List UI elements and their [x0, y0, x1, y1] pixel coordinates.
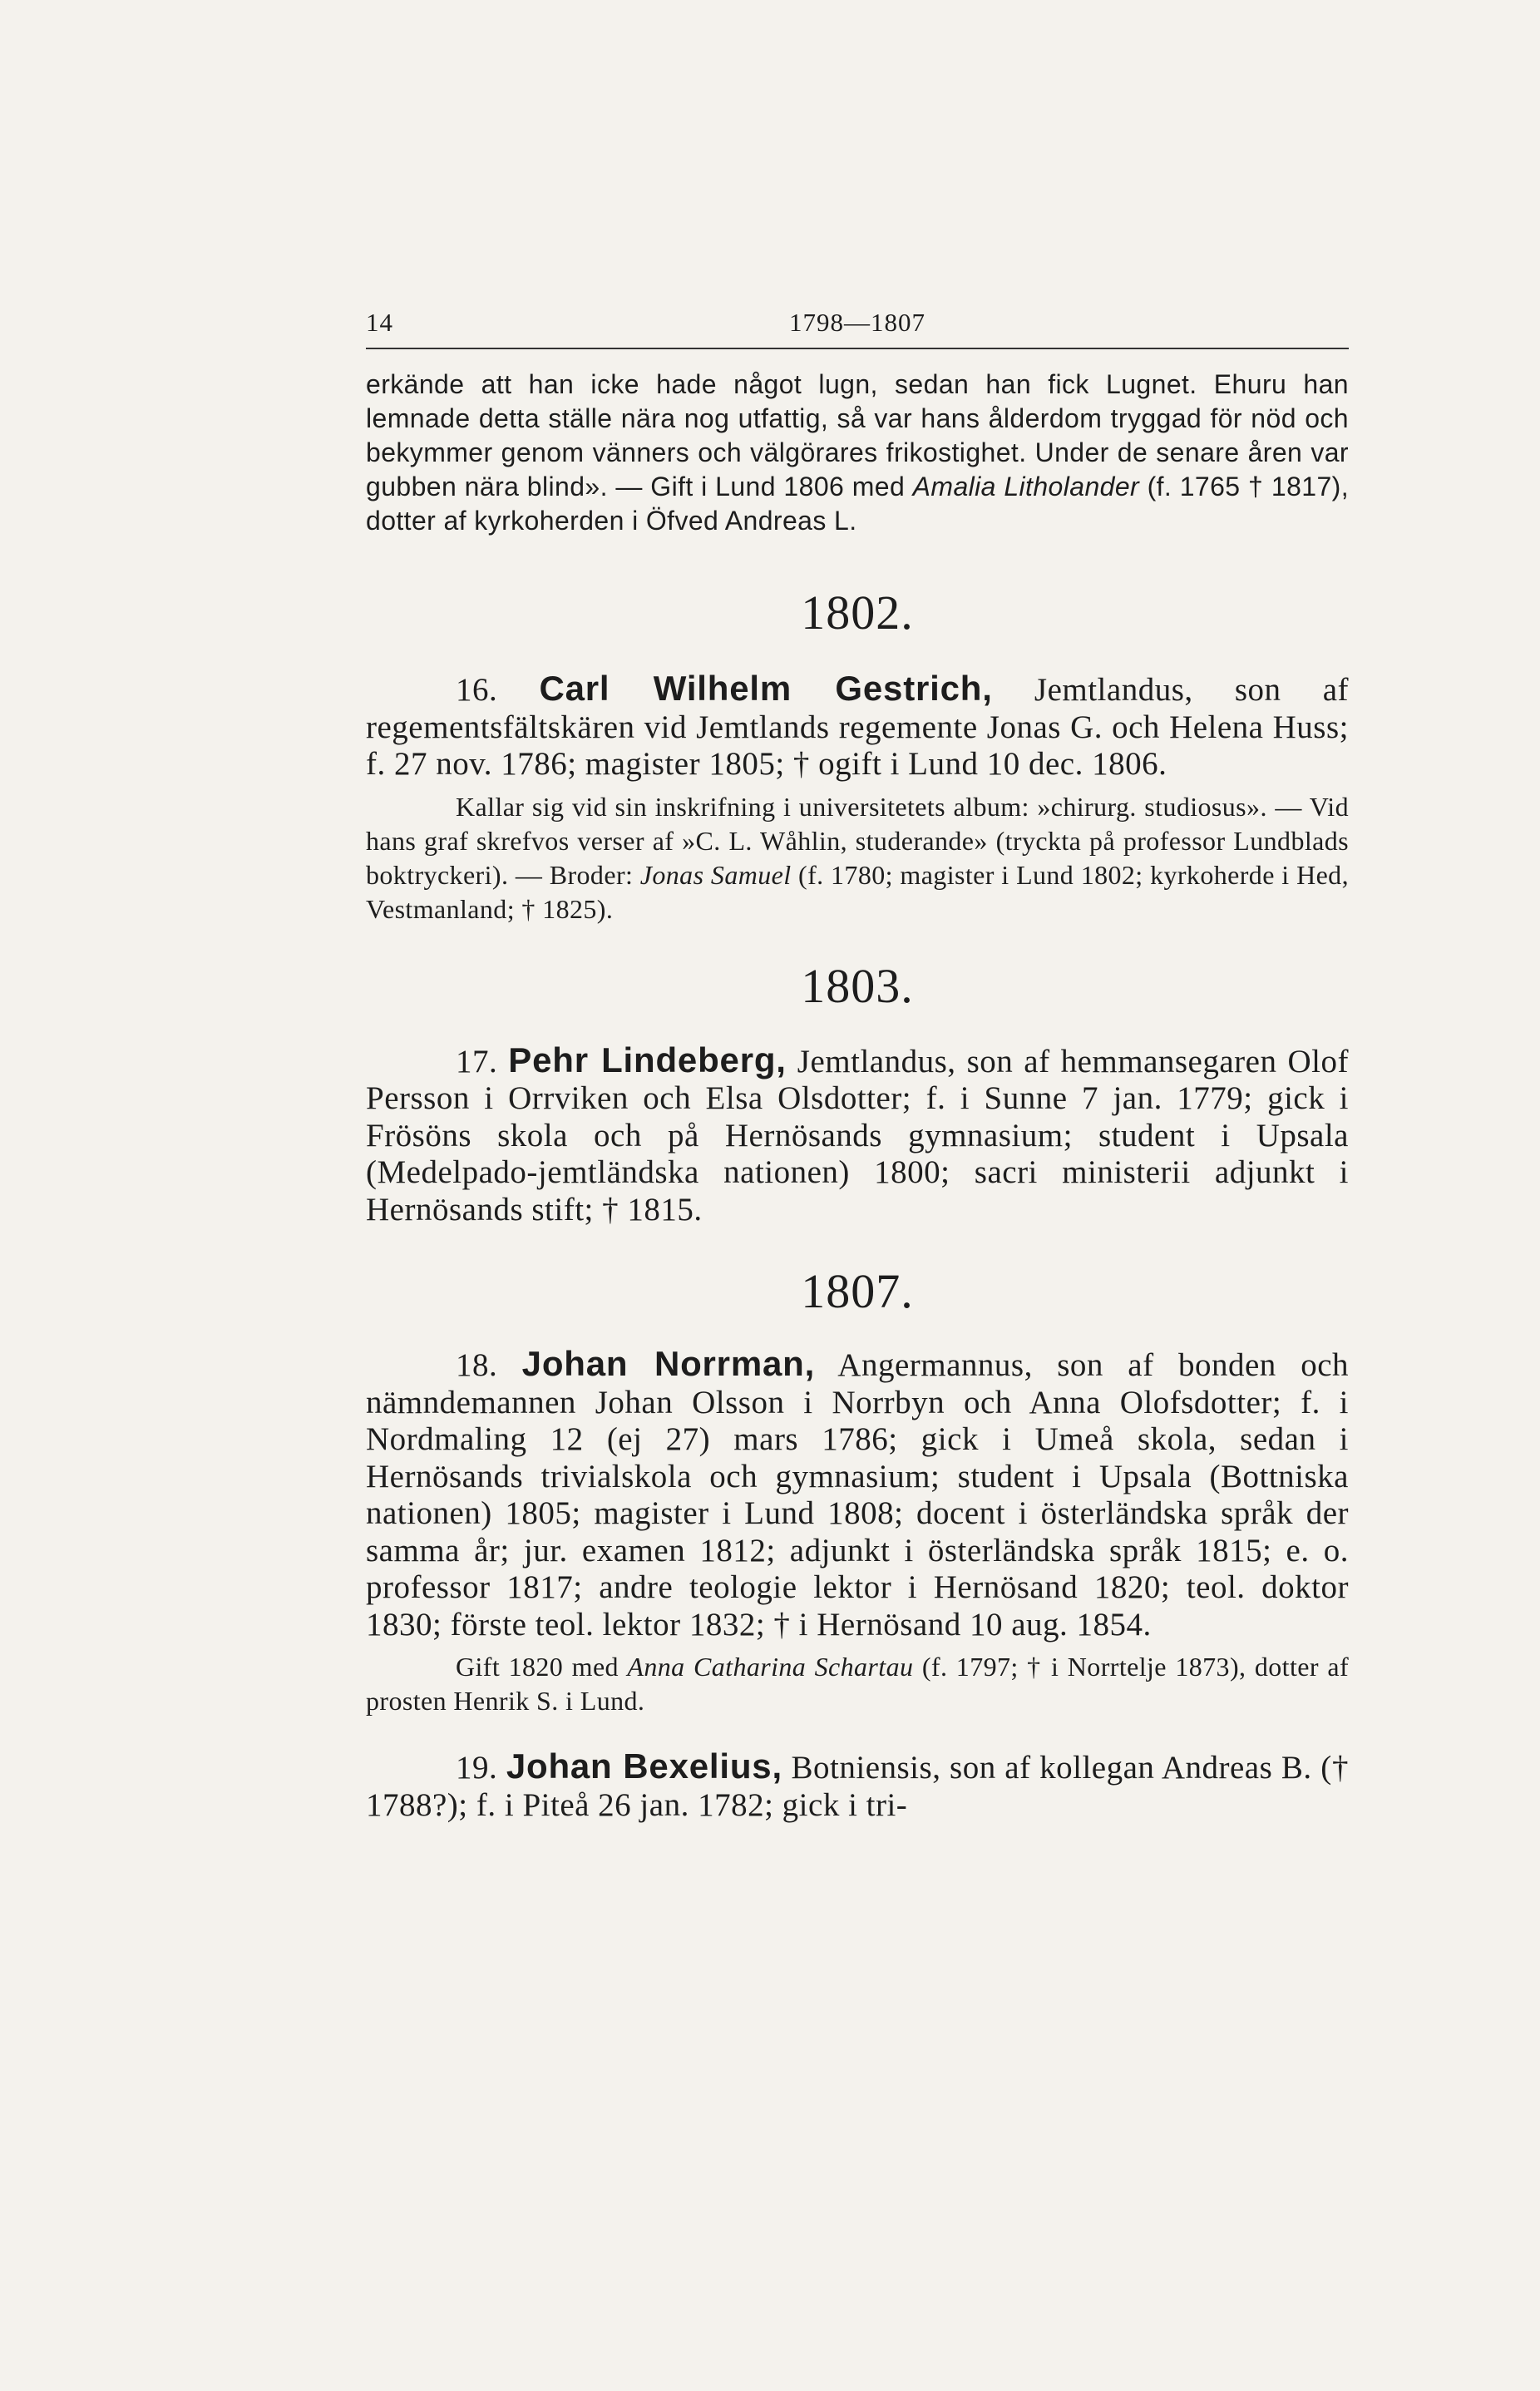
note-text-b: (f. 1780; magister i Lund 1802; kyrkoherde i Hed, Vestmanland; † 1825).: [366, 859, 1349, 924]
entry-18: [366, 1346, 1349, 1643]
note-text-a: Kallar sig vid sin inskrifning i universitetets album: »chirurg. studiosus». — Vid hans graf skrefvos verser af »C. L. Wåhlin, studerande» (tryckta på professor Lundblads boktryckeri). — Broder:: [366, 791, 1349, 890]
entry-text: Angermannus, son af bonden och nämndemannen Johan Olsson i Norrbyn och Anna Olofsdotter; f. i Nordmaling 12 (ej 27) mars 1786; gick i Umeå skola, sedan i Hernösands trivialskola och gymnasium; student i Upsala (Bottniska nationen) 1805; magister i Lund 1808; docent i österländska språk der samma år; jur. examen 1812; adjunkt i österländska språk 1815; e. o. professor 1817; andre teologie lektor i Hernösand 1820; teol. doktor 1830; förste teol. lektor 1832; † i Hernösand 10 aug. 1854.: [366, 1347, 1350, 1643]
note-name: Jonas Samuel: [639, 859, 792, 890]
entry-number: 16.: [456, 672, 498, 708]
header-rule: [366, 348, 1349, 349]
entry-19: [366, 1748, 1349, 1824]
entry-text: Jemtlandus, son af hemmansegaren Olof Persson i Orrviken och Elsa Olsdotter; f. i Sunne 7 jan. 1779; gick i Frösöns skola och på Hernösands gymnasium; student i Upsala (Medelpado-jemtländska nationen) 1800; sacri ministerii adjunkt i Hernösands stift; † 1815.: [366, 1043, 1349, 1228]
entry-number: 19.: [456, 1750, 498, 1786]
entry-name: Carl Wilhelm Gestrich,: [539, 669, 993, 708]
entry-16-note: [366, 790, 1349, 926]
year-heading-1803: 1803.: [801, 958, 914, 1013]
intro-paragraph: [366, 368, 1349, 538]
year-heading-1802: 1802.: [801, 585, 914, 640]
entry-name: Pehr Lindeberg,: [508, 1040, 787, 1079]
entry-name: Johan Bexelius,: [506, 1746, 782, 1786]
header-year-range: 1798—1807: [789, 308, 925, 337]
entry-number: 17.: [456, 1043, 498, 1079]
running-header: [366, 308, 1349, 344]
intro-text-a: erkände att han icke hade något lugn, sedan han fick Lugnet. Ehuru han lemnade detta ställe nära nog utfattig, så var hans ålderdom tryggad för nöd och bekymmer genom vänners och välgörares frikostighet. Under de senare åren var gubben nära blind». — Gift i Lund 1806 med: [366, 369, 1349, 501]
note-text-b: (f. 1797; † i Norrtelje 1873), dotter af prosten Henrik S. i Lund.: [366, 1652, 1350, 1716]
entry-name: Johan Norrman,: [521, 1344, 816, 1383]
intro-spouse-name: Amalia Litholander: [912, 472, 1140, 501]
note-name: Anna Catharina Schartau: [627, 1652, 914, 1682]
intro-text-b: (f. 1765 † 1817), dotter af kyrkoherden i Öfved Andreas L.: [366, 472, 1350, 536]
entry-text: Jemtlandus, son af regementsfältskären vid Jemtlands regemente Jonas G. och Helena Huss; f. 27 nov. 1786; magister 1805; † ogift i Lund 10 dec. 1806.: [366, 672, 1349, 782]
entry-text: Botniensis, son af kollegan Andreas B. († 1788?); f. i Piteå 26 jan. 1782; gick i tri-: [366, 1750, 1350, 1823]
document-page: [366, 308, 1349, 1824]
page-number: 14: [366, 308, 393, 337]
entry-16: [366, 670, 1349, 783]
note-text-a: Gift 1820 med: [456, 1652, 628, 1682]
entry-17: [366, 1042, 1349, 1229]
entry-number: 18.: [456, 1347, 498, 1383]
entry-18-note: [366, 1650, 1349, 1718]
year-heading-1807: 1807.: [801, 1264, 914, 1318]
